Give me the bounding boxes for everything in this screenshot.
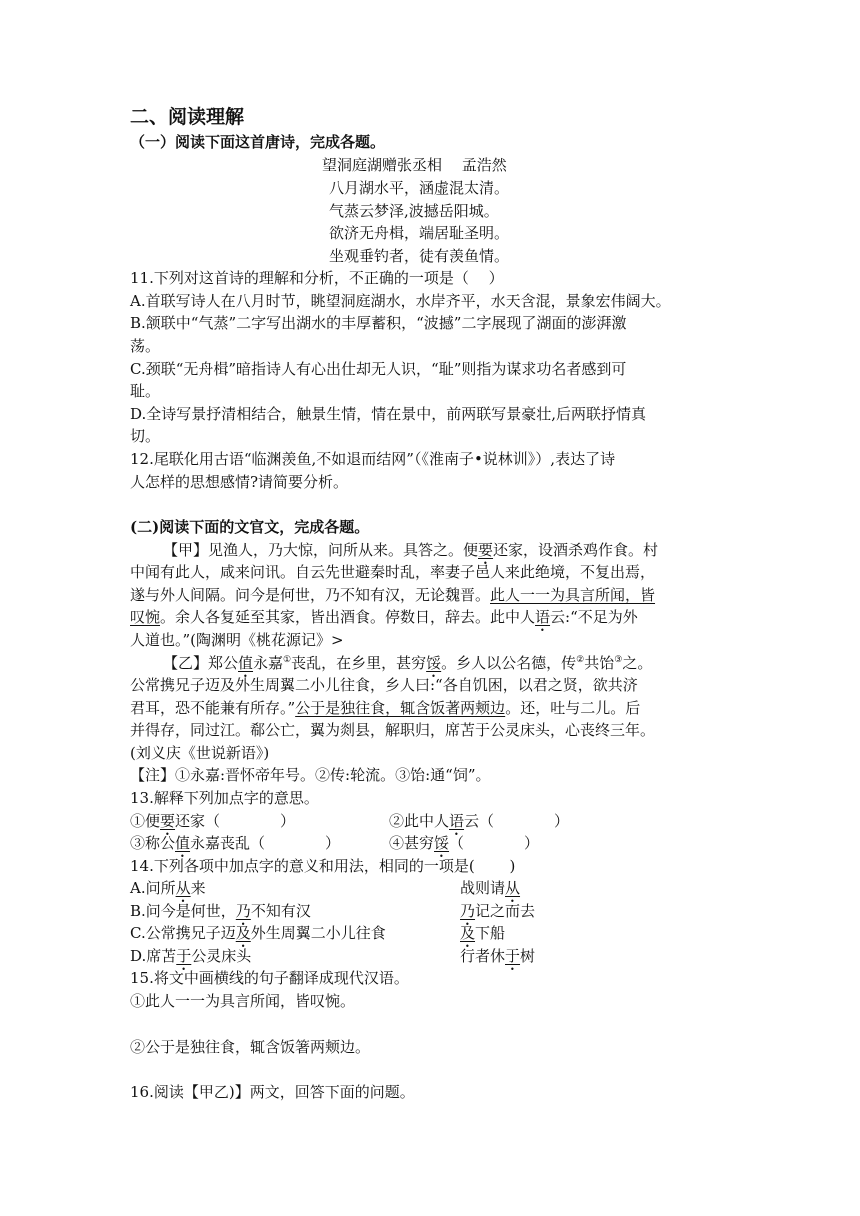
question-12-stem: 12.尾联化用古语“临渊羡鱼,不如退而结网”（《淮南子•说林训》）,表达了诗 [130,450,616,468]
question-11-option-b: B.颔联中“气蒸”二字写出湖水的丰厚蓄积，“波撼”二字展现了湖面的澎湃激 [130,314,627,332]
dotted-char: 从 [505,879,521,897]
poem-line: 气蒸云梦泽,波撼岳阳城。 [329,202,499,220]
question-15-stem: 15.将文中画横线的句子翻译成现代汉语。 [130,969,409,987]
passage-yi-line: 并得存，同过江。郗公亡，翼为剡县，解职归，席苫于公灵床头，心丧终三年。 [130,721,656,739]
underlined-sentence: 此人一一为具言所闻，皆 [490,586,656,604]
question-13-item-4: ④甚穷馁（ ） [389,834,540,852]
poem-line: 欲济无舟楫，端居耻圣明。 [329,224,510,242]
dotted-char: 及 [235,924,251,942]
footnote-mark: ② [576,655,585,665]
dotted-char: 乃 [235,902,251,920]
dotted-char: 要 [160,812,176,830]
passage-jia-line: 遂与外人间隔。问今是何世，乃不知有汉，无论魏晋。此人一一为具言所闻，皆 [130,586,656,604]
passage-jia-line: 叹惋。余人各复延至其家，皆出酒食。停数日，辞去。此中人语云:“不足为外 [130,608,638,626]
dotted-char: 从 [175,879,191,897]
dotted-char: 于 [176,947,192,965]
passage-yi-line: 公常携兄子迈及外生周翼二小儿往食，乡人曰:“各自饥困，以君之贤，欲共济 [130,676,638,694]
question-13-stem: 13.解释下列加点字的意思。 [130,789,319,807]
question-14-stem: 14.下列各项中加点字的意义和用法，相同的一项是( ) [130,857,516,875]
dotted-char: 于 [505,947,521,965]
question-13-item-1: ①便要还家（ ） [130,812,296,830]
annotation-note: 【注】①永嘉:晋怀帝年号。②传:轮流。③饴:通“饲”。 [130,766,491,784]
poem-line: 八月湖水平，涵虚混太清。 [329,179,510,197]
section-title: 二、阅读理解 [130,106,245,128]
passage-jia-line: 【甲】见渔人，乃大惊，问所从来。具答之。便要还家，设酒杀鸡作食。村 [163,541,659,559]
question-13-item-3: ③称公值永嘉丧乱（ ） [130,834,341,852]
dotted-char: 要 [478,541,494,559]
passage-yi-line: (刘义庆《世说新语》) [130,744,270,762]
question-14-option-c-compare: 及下船 [460,924,506,942]
dotted-char: 语 [449,812,465,830]
dotted-char: 馁 [426,654,442,672]
passage-yi-line: 君耳，恐不能兼有所存。”公于是独往食，辄含饭著两颊边。还，吐与二儿。后 [130,699,641,717]
poem-intro: （一）阅读下面这首唐诗，完成各题。 [130,133,386,151]
poem-line: 坐观垂钓者，徒有羡鱼情。 [329,247,510,265]
question-14-option-d-compare: 行者休于树 [460,947,536,965]
prose-intro: (二)阅读下面的文官文，完成各题。 [130,518,370,536]
passage-jia-line: 人道也。”(陶渊明《桃花源记》> [130,631,344,649]
question-15-sentence-2: ②公于是独往食，辄含饭箸两颊边。 [130,1038,371,1056]
question-11-option-d-cont: 切。 [130,427,161,445]
footnote-mark: ③ [614,655,623,665]
question-11-option-a: A.首联写诗人在八月时节，眺望洞庭湖水，水岸齐平，水天含混，景象宏伟阔大。 [130,292,671,310]
passage-yi-line: 【乙】郑公值永嘉①丧乱，在乡里，甚穷馁。乡人以公名德，传②共饴③之。 [163,654,653,672]
question-14-option-a: A.问所从来 [130,879,206,897]
dotted-char: 值 [238,654,254,672]
question-14-option-d: D.席苫于公灵床头 [130,947,252,965]
footnote-mark: ① [283,655,292,665]
dotted-char: 乃 [460,902,476,920]
poem-title-author: 望洞庭湖赠张丞相 孟浩然 [322,156,507,174]
question-11-stem: 11.下列对这首诗的理解和分析，不正确的一项是（ ） [130,269,504,287]
question-11-option-c-cont: 耻。 [130,382,161,400]
dotted-char: 值 [175,834,191,852]
question-15-sentence-1: ①此人一一为具言所闻，皆叹惋。 [130,992,356,1010]
question-11-option-c: C.颈联“无舟楫”暗指诗人有心出仕却无人识，“耻”则指为谋求功名者感到可 [130,360,627,378]
dotted-char: 馁 [434,834,450,852]
question-12-stem-cont: 人怎样的思想感情?请简要分析。 [130,473,349,491]
passage-jia-line: 中闻有此人，咸来问讯。自云先世避秦时乱，率妻子邑人来此绝境，不复出焉， [130,563,656,581]
underlined-sentence: 公于是独往食，辄含饭著两颊边 [295,699,506,717]
question-14-option-b: B.问今是何世，乃不知有汉 [130,902,311,920]
question-14-option-c: C.公常携兄子迈及外生周翼二小儿往食 [130,924,386,942]
question-13-item-2: ②此中人语云（ ） [389,812,570,830]
question-11-option-b-cont: 荡。 [130,337,161,355]
question-16-stem: 16.阅读【甲乙)】两文，回答下面的问题。 [130,1083,415,1101]
question-11-option-d: D.全诗写景抒清相结合，触景生情，情在景中，前两联写景豪壮,后两联抒情真 [130,405,647,423]
dotted-char: 及 [460,924,476,942]
underlined-sentence: 叹惋 [130,608,161,626]
question-14-option-b-compare: 乃记之而去 [460,902,536,920]
dotted-char: 语 [535,608,551,626]
question-14-option-a-compare: 战则请从 [460,879,521,897]
